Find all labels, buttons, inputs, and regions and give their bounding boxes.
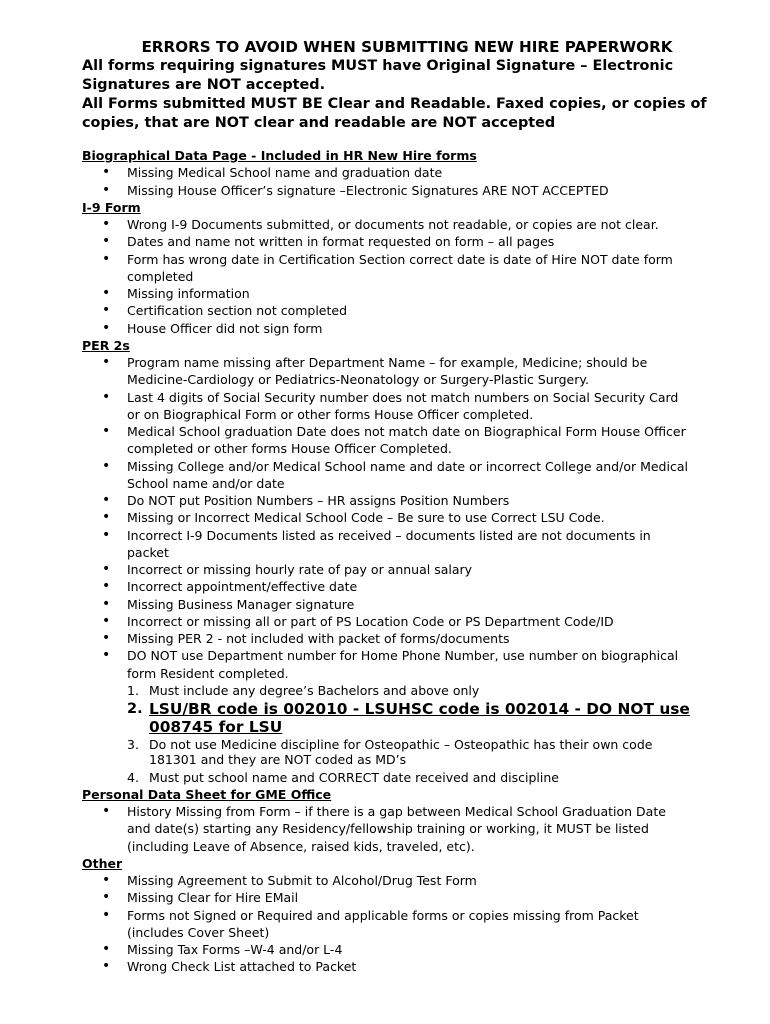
- list-item: • Form has wrong date in Certification Section correct date is date of Hire NOT date form completed: [82, 251, 692, 286]
- item-text: LSU/BR code is 002010 - LSUHSC code is 002014 - DO NOT use 008745 for LSU: [149, 700, 690, 736]
- list-item: • Wrong Check List attached to Packet: [82, 958, 692, 975]
- item-number: 1.: [127, 682, 139, 698]
- section-heading-biographical: Biographical Data Page - Included in HR New Hire forms: [82, 148, 477, 163]
- item-text: Must put school name and CORRECT date received and discipline: [149, 769, 559, 785]
- personal-data-list: [82, 803, 692, 855]
- numbered-item: [82, 737, 692, 768]
- list-item: • Missing Clear for Hire EMail: [82, 889, 692, 906]
- list-item: • Incorrect appointment/effective date: [82, 578, 692, 595]
- numbered-item: [82, 769, 692, 786]
- readability-requirement-notice: All Forms submitted MUST BE Clear and Readable. Faxed copies, or copies of copies, that are NOT clear and readable are NOT accepted: [82, 96, 707, 132]
- section-heading-per2: PER 2s: [82, 337, 130, 353]
- list-item: • DO NOT use Department number for Home Phone Number, use number on biographical form Resident completed.: [82, 647, 692, 682]
- item-text: Do not use Medicine discipline for Osteopathic – Osteopathic has their own code 181301 and they are NOT coded as MD’s: [149, 737, 653, 768]
- item-number: 2.: [127, 701, 143, 717]
- list-item: • Program name missing after Department Name – for example, Medicine; should be Medicine-Cardiology or Pediatrics-Neonatology or Surgery-Plastic Surgery.: [82, 354, 692, 389]
- list-item: • Last 4 digits of Social Security number does not match numbers on Social Security Card or on Biographical Form or other forms House Officer completed.: [82, 389, 692, 424]
- numbered-item: [82, 682, 692, 699]
- list-item: • Missing or Incorrect Medical School Code – Be sure to use Correct LSU Code.: [82, 509, 692, 526]
- list-item: • History Missing from Form – if there is a gap between Medical School Graduation Date and date(s) starting any Residency/fellowship training or working, it MUST be listed (including Leave of Absence, raised kids, traveled, etc).: [82, 803, 692, 855]
- list-item: • Incorrect I-9 Documents listed as received – documents listed are not documents in packet: [82, 527, 692, 562]
- item-number: 3.: [127, 737, 139, 752]
- page-title: ERRORS TO AVOID WHEN SUBMITTING NEW HIRE PAPERWORK: [141, 38, 673, 56]
- list-item: • Missing Agreement to Submit to Alcohol/Drug Test Form: [82, 872, 692, 889]
- list-item: • Incorrect or missing hourly rate of pay or annual salary: [82, 561, 692, 578]
- list-item: • Certification section not completed: [82, 302, 692, 319]
- list-item: • Wrong I-9 Documents submitted, or documents not readable, or copies are not clear.: [82, 216, 692, 233]
- list-item: • Missing Medical School name and graduation date: [82, 164, 692, 181]
- list-item: • Missing Business Manager signature: [82, 596, 692, 613]
- section-heading-personal-data: Personal Data Sheet for GME Office: [82, 786, 332, 802]
- per2-list: [82, 354, 692, 682]
- document-body: [82, 147, 692, 976]
- item-number: 4.: [127, 769, 139, 785]
- i9-list: [82, 216, 692, 337]
- list-item: • Missing information: [82, 285, 692, 302]
- list-item: • Incorrect or missing all or part of PS Location Code or PS Department Code/ID: [82, 613, 692, 630]
- item-text: Must include any degree’s Bachelors and above only: [149, 682, 480, 698]
- biographical-list: [82, 164, 692, 199]
- list-item: • Forms not Signed or Required and applicable forms or copies missing from Packet (includes Cover Sheet): [82, 907, 692, 942]
- section-heading-other: Other: [82, 855, 123, 871]
- signature-requirement-notice: All forms requiring signatures MUST have Original Signature – Electronic Signatures are NOT accepted.: [82, 58, 674, 94]
- list-item: • Missing Tax Forms –W-4 and/or L-4: [82, 941, 692, 958]
- section-heading-i9: I-9 Form: [82, 199, 141, 215]
- list-item: • Missing PER 2 - not included with packet of forms/documents: [82, 630, 692, 647]
- numbered-item-school-codes: [82, 700, 692, 736]
- list-item: • Do NOT put Position Numbers – HR assigns Position Numbers: [82, 492, 692, 509]
- list-item: • Missing College and/or Medical School name and date or incorrect College and/or Medical School name and/or date: [82, 458, 692, 493]
- list-item: • Missing House Officer’s signature –Electronic Signatures ARE NOT ACCEPTED: [82, 182, 692, 199]
- other-list: [82, 872, 692, 976]
- per2-numbered-list: [82, 682, 692, 786]
- list-item: • Medical School graduation Date does not match date on Biographical Form House Officer completed or other forms House Officer Completed.: [82, 423, 692, 458]
- list-item: • Dates and name not written in format requested on form – all pages: [82, 233, 692, 250]
- list-item: • House Officer did not sign form: [82, 320, 692, 337]
